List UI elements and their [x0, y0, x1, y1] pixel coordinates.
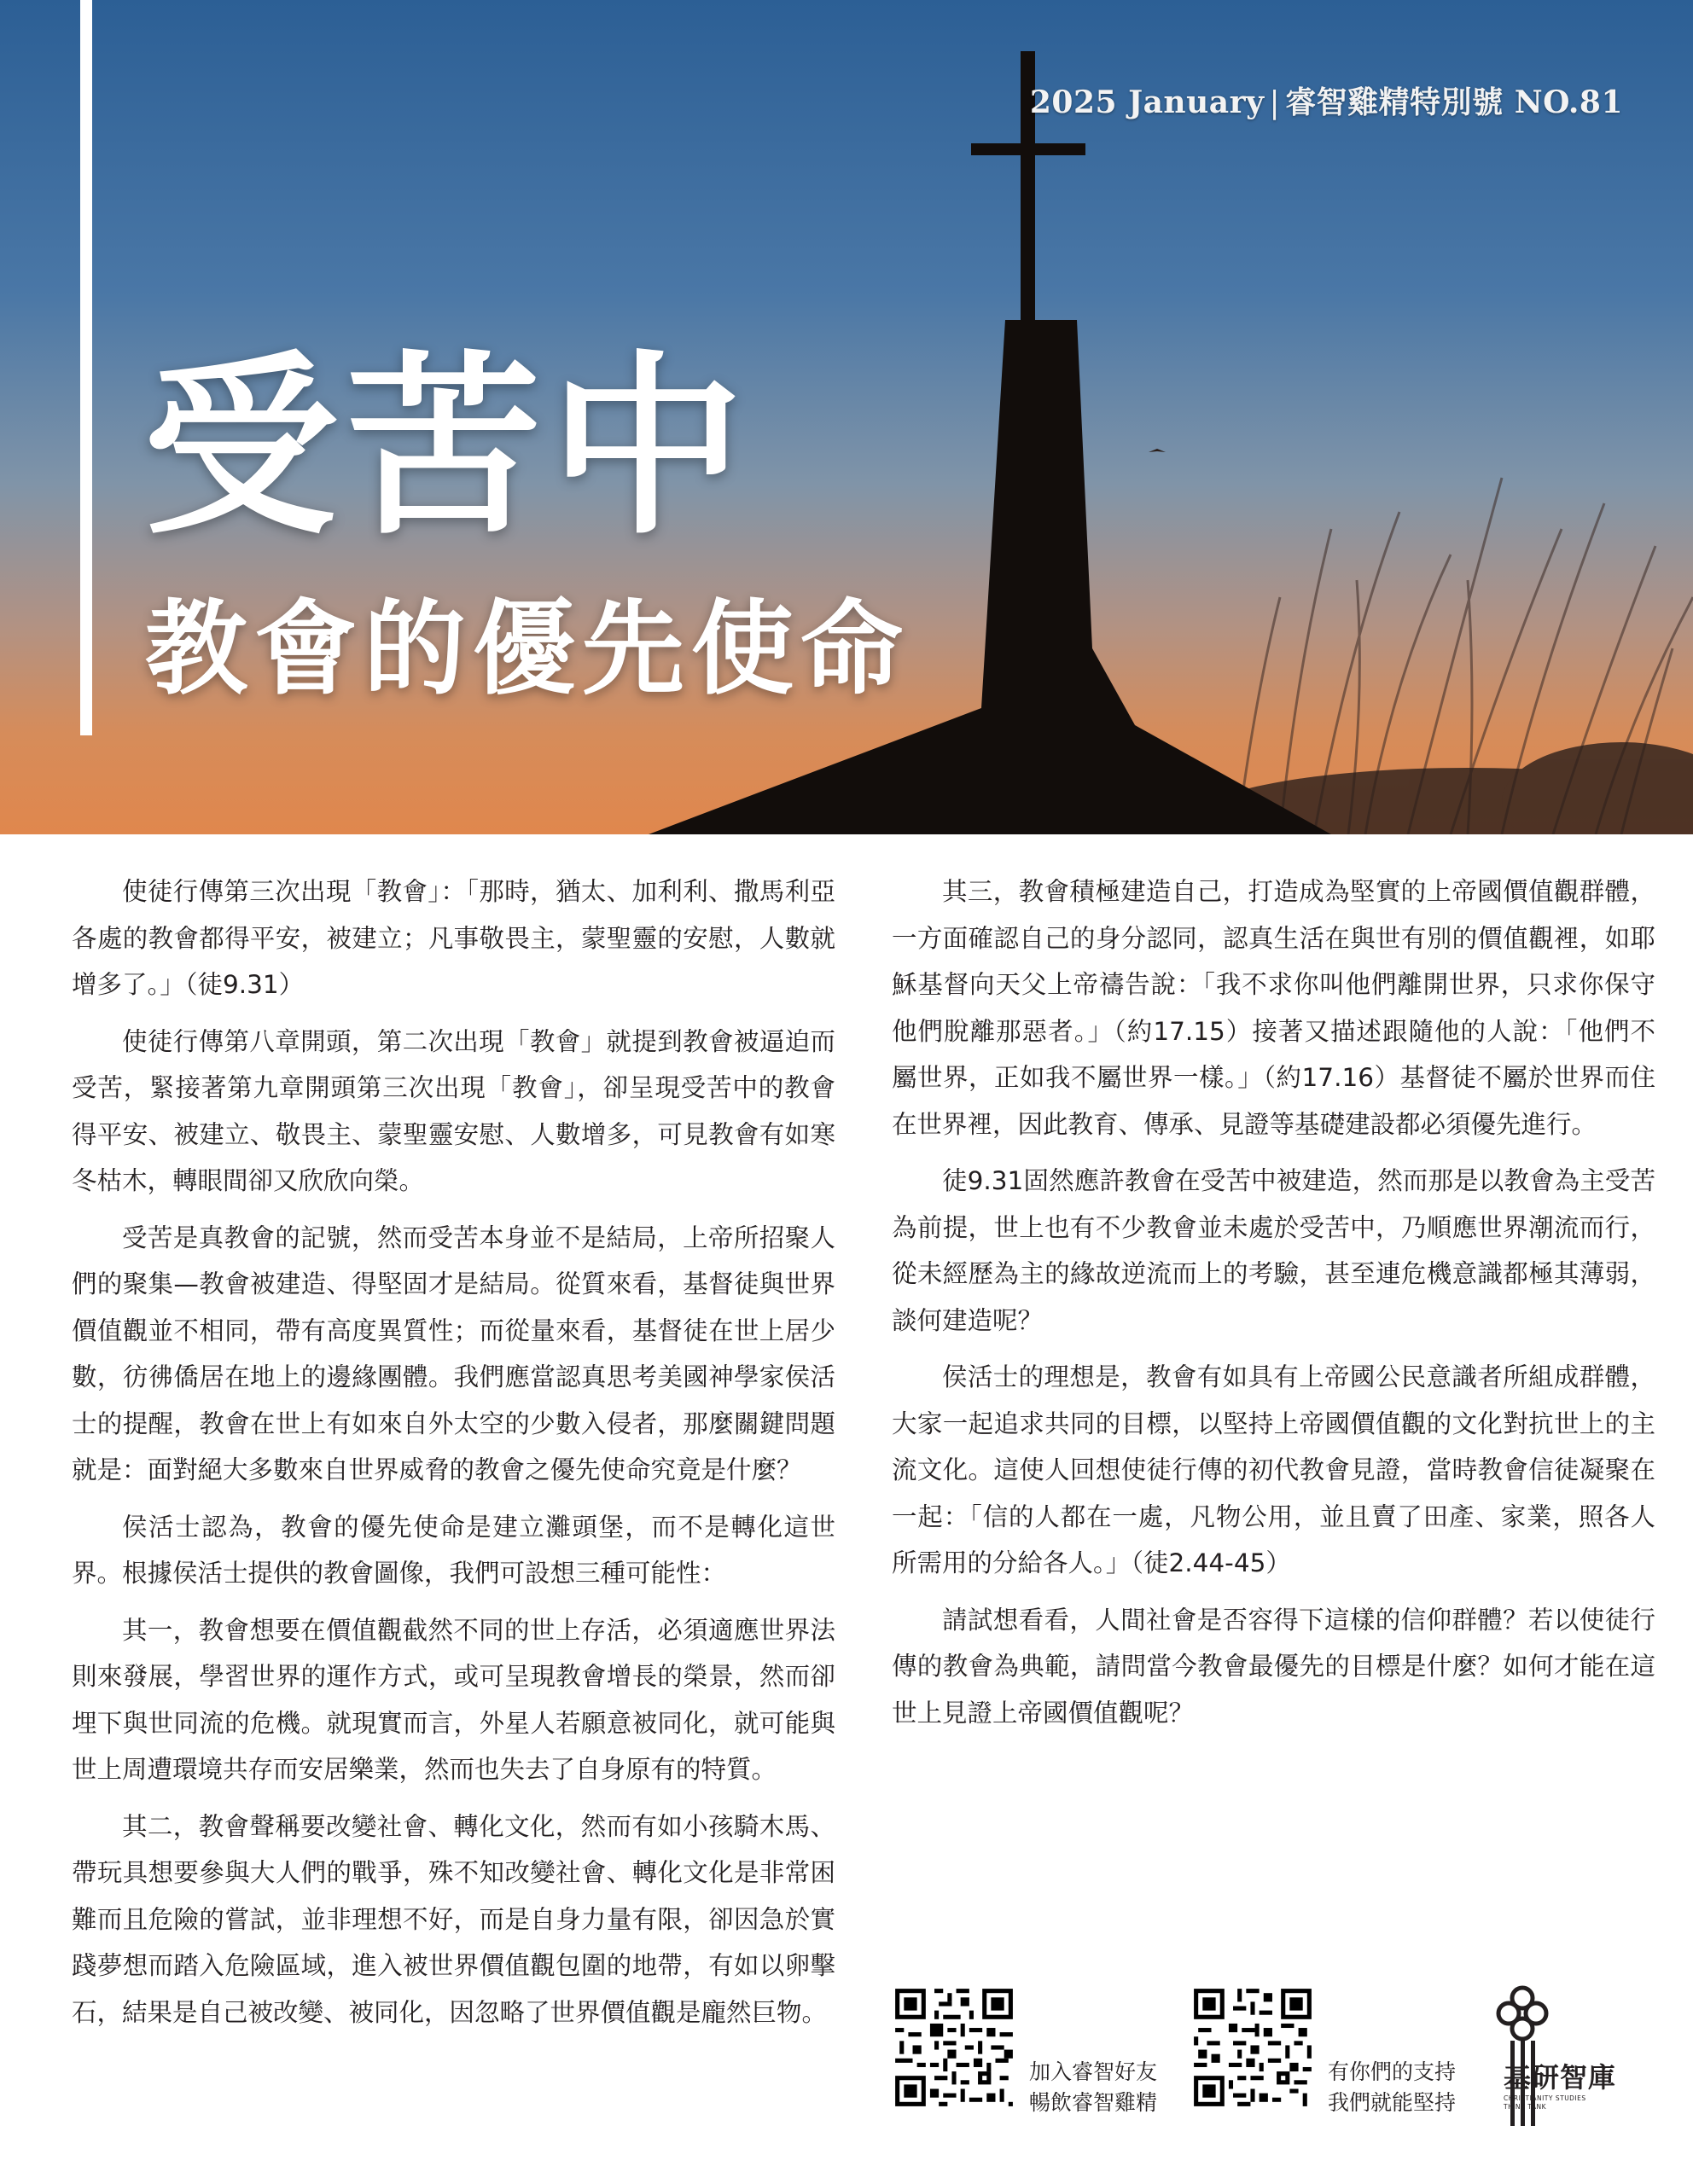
qr-caption-join — [1029, 2057, 1157, 2118]
qr-caption-line: 有你們的支持 — [1328, 2059, 1457, 2084]
paragraph: 其二，教會聲稱要改變社會、轉化文化，然而有如小孩騎木馬、帶玩具想要參與大人們的戰爭，殊不知改變社會、轉化文化是非常困難而且危險的嘗試，並非理想不好，而是自身力量有限，卻因急於實踐夢想而踏入危險區域，進入被世界價值觀包圍的地帶，有如以卵擊石，結果是自己被改變、被同化，因忽略了世界價值觀是龐然巨物。 — [72, 1811, 835, 2027]
page-subtitle: 教會的優先使命 — [145, 590, 910, 709]
issue-separator: | — [1269, 85, 1281, 120]
issue-date: 2025 January — [1029, 84, 1265, 120]
paragraph: 其三，教會積極建造自己，打造成為堅實的上帝國價值觀群體，一方面確認自己的身分認同，認真生活在與世有別的價值觀裡，如耶穌基督向天父上帝禱告說：「我不求你叫他們離開世界，只求你保守他們脫離那惡者。」（約17.15）接著又描述跟隨他的人說：「他們不屬世界，正如我不屬世界一樣。」（約17.16）基督徒不屬於世界而住在世界裡，因此教育、傳承、見證等基礎建設都必須優先進行。 — [892, 877, 1655, 1139]
hero-banner — [0, 0, 1693, 834]
article-column-right — [892, 868, 1655, 1746]
issue-series: 睿智雞精特別號 — [1285, 85, 1504, 120]
paragraph: 使徒行傳第三次出現「教會」：「那時，猶太、加利利、撒馬利亞各處的教會都得平安，被建立；凡事敬畏主，蒙聖靈的安慰，人數就增多了。」（徒9.31） — [72, 877, 835, 999]
page-title: 受苦中 — [143, 334, 753, 561]
paragraph: 侯活士的理想是，教會有如具有上帝國公民意識者所組成群體，大家一起追求共同的目標，以堅持上帝國價值觀的文化對抗世上的主流文化。這使人回想使徒行傳的初代教會見證，當時教會信徒凝聚在一起：「信的人都在一處，凡物公用，並且賣了田產、家業，照各人所需用的分給各人。」（徒2.44-45） — [892, 1362, 1655, 1577]
paragraph: 受苦是真教會的記號，然而受苦本身並不是結局，上帝所招聚人們的聚集—教會被建造、得堅固才是結局。從質來看，基督徒與世界價值觀並不相同，帶有高度異質性；而從量來看，基督徒在世上居少數，彷彿僑居在地上的邊緣團體。我們應當認真思考美國神學家侯活士的提醒，教會在世上有如來自外太空的少數入侵者，那麼關鍵問題就是：面對絕大多數來自世界威脅的教會之優先使命究竟是什麼？ — [72, 1223, 835, 1484]
paragraph: 侯活士認為，教會的優先使命是建立灘頭堡，而不是轉化這世界。根據侯活士提供的教會圖像，我們可設想三種可能性： — [72, 1512, 835, 1588]
qr-caption-line: 我們就能堅持 — [1328, 2090, 1457, 2115]
accent-bar — [80, 0, 92, 735]
issue-number: NO.81 — [1514, 84, 1623, 120]
paragraph: 其一，教會想要在價值觀截然不同的世上存活，必須適應世界法則來發展，學習世界的運作方式，或可呈現教會增長的榮景，然而卻埋下與世同流的危機。就現實而言，外星人若願意被同化，就可能與世上周遭環境共存而安居樂業，然而也失去了自身原有的特質。 — [72, 1615, 835, 1784]
qr-caption-line: 暢飲睿智雞精 — [1029, 2090, 1158, 2115]
qr-code-line[interactable] — [891, 1984, 1017, 2111]
logo-subtitle-line: THINK TANK — [1504, 2103, 1547, 2111]
issue-label — [1030, 78, 1623, 122]
paragraph: 請試想看看，人間社會是否容得下這樣的信仰群體？若以使徒行傳的教會為典範，請問當今教會最優先的目標是什麼？如何才能在這世上見證上帝國價值觀呢？ — [892, 1605, 1655, 1728]
logo-subtitle-line: CHRISTIANITY STUDIES — [1504, 2094, 1586, 2102]
article-column-left — [72, 868, 835, 2046]
qr-code-support[interactable] — [1190, 1984, 1316, 2111]
qr-caption-support — [1328, 2057, 1456, 2118]
qr-caption-line: 加入睿智好友 — [1029, 2059, 1158, 2084]
paragraph: 使徒行傳第八章開頭，第二次出現「教會」就提到教會被逼迫而受苦，緊接著第九章開頭第三次出現「教會」，卻呈現受苦中的教會得平安、被建立、敬畏主、蒙聖靈安慰、人數增多，可見教會有如寒冬枯木，轉眼間卻又欣欣向榮。 — [72, 1026, 835, 1195]
paragraph: 徒9.31固然應許教會在受苦中被建造，然而那是以教會為主受苦為前提，世上也有不少教會並未處於受苦中，乃順應世界潮流而行，從未經歷為主的緣故逆流而上的考驗，甚至連危機意識都極其薄弱，談何建造呢？ — [892, 1166, 1655, 1335]
footer — [887, 1981, 1655, 2152]
logo-name: 基研智庫 — [1504, 2061, 1617, 2094]
logo-subtitle — [1504, 2094, 1586, 2111]
